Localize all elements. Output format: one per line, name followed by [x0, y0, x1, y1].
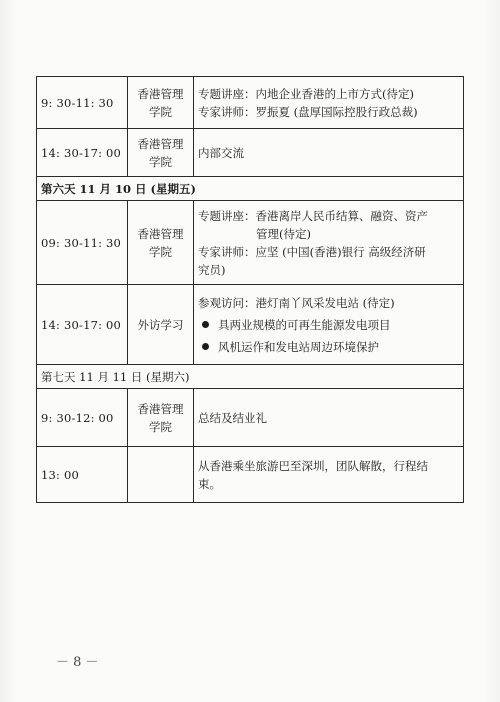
time-cell: 9: 30-12: 00: [37, 389, 128, 447]
content-line: 究员): [198, 262, 226, 277]
time-cell: 14: 30-17: 00: [37, 285, 128, 365]
day-header: 第七天 11 月 11 日 (星期六): [37, 365, 464, 389]
venue-cell: 香港管理学院: [128, 129, 194, 177]
content-line: 从香港乘坐旅游巴至深圳，团队解散，行程结: [198, 458, 428, 473]
time-cell: 13: 00: [37, 447, 128, 503]
day-header-row: [37, 177, 464, 201]
content-line: 束。: [198, 476, 221, 491]
content-line: 专家讲师：罗振夏 (盘厚国际控股行政总裁): [198, 104, 418, 119]
table-row: [37, 285, 464, 365]
bullet-text: 具两业规模的可再生能源发电项目: [218, 317, 391, 332]
content-line: 管理(待定): [256, 226, 311, 241]
day-header: 第六天 11 月 10 日 (星期五): [37, 177, 464, 201]
content-cell: [194, 285, 464, 365]
page-number: － 8 －: [56, 655, 99, 670]
time-cell: 9: 30-11: 30: [37, 77, 128, 129]
day-header-row: [37, 365, 464, 389]
content-cell: [194, 201, 464, 285]
content-line: 专题讲座：香港离岸人民币结算、融资、资产: [198, 208, 428, 223]
bullet-item: [198, 338, 459, 356]
content-cell: [194, 77, 464, 129]
content-cell: 总结及结业礼: [194, 389, 464, 447]
bullet-item: [198, 316, 459, 334]
venue-cell: 香港管理学院: [128, 77, 194, 129]
bullet-icon: [202, 321, 209, 328]
table-row: [37, 447, 464, 503]
schedule-table: [36, 76, 464, 503]
bullet-icon: [202, 343, 209, 350]
content-cell: 内部交流: [194, 129, 464, 177]
content-line: 参观访问：港灯南丫风采发电站 (待定): [198, 295, 395, 310]
content-cell: [194, 447, 464, 503]
bullet-text: 风机运作和发电站周边环境保护: [218, 339, 379, 354]
table-row: [37, 129, 464, 177]
content-line: 专家讲师：应坚 (中国(香港)银行 高级经济研: [198, 244, 426, 259]
table-row: [37, 77, 464, 129]
table-row: [37, 201, 464, 285]
time-cell: 14: 30-17: 00: [37, 129, 128, 177]
venue-cell: [128, 447, 194, 503]
table-row: [37, 389, 464, 447]
venue-cell: 香港管理学院: [128, 201, 194, 285]
venue-cell: 外访学习: [128, 285, 194, 365]
venue-cell: 香港管理学院: [128, 389, 194, 447]
content-line: 专题讲座：内地企业香港的上市方式(待定): [198, 86, 414, 101]
time-cell: 09: 30-11: 30: [37, 201, 128, 285]
